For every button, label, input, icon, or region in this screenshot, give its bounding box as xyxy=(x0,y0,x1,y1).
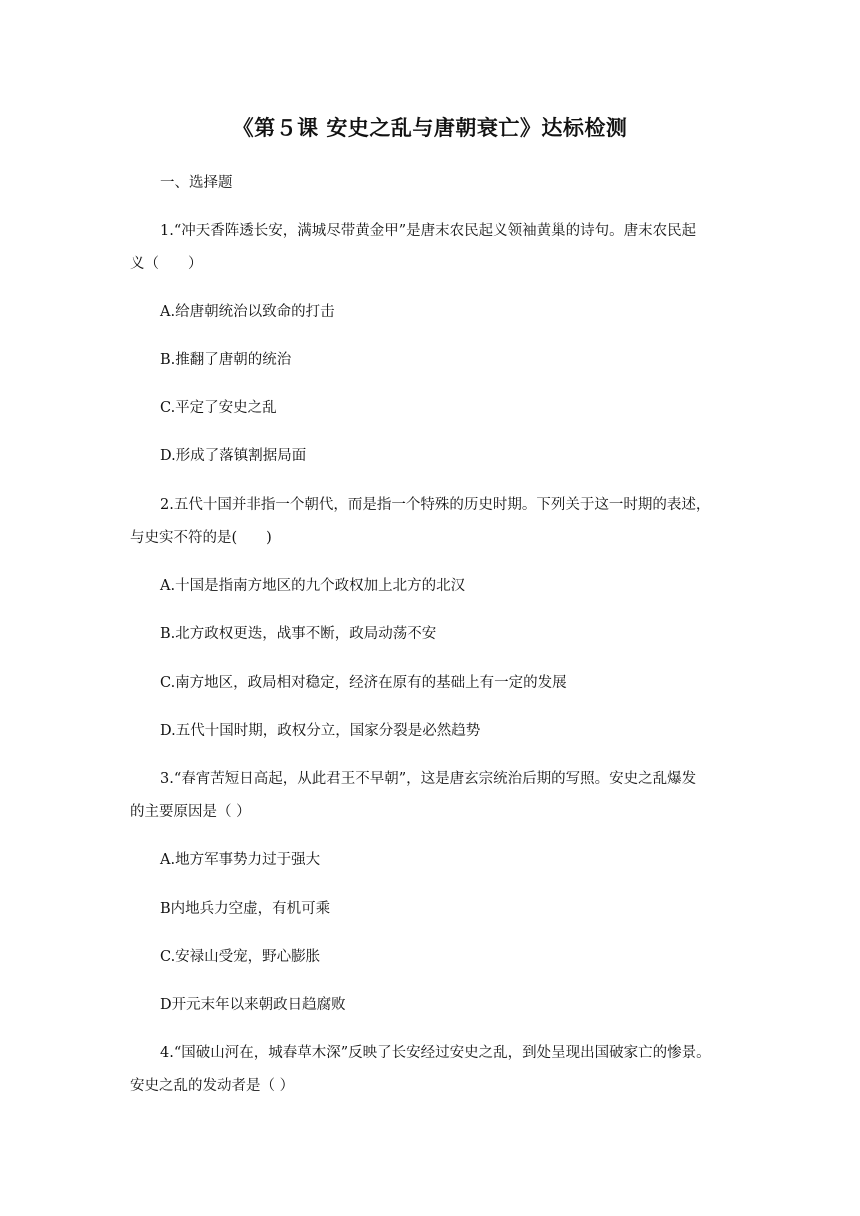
question-3-option-b: B内地兵力空虚，有机可乘 xyxy=(160,901,331,917)
question-3-option-d: D开元末年以来朝政日趋腐败 xyxy=(160,997,346,1013)
question-2-option-d: D.五代十国时期，政权分立，国家分裂是必然趋势 xyxy=(160,723,481,739)
question-2-stem-line-1: 2.五代十国并非指一个朝代，而是指一个特殊的历史时期。下列关于这一时期的表述， xyxy=(160,497,711,513)
question-2-stem-line-2: 与史实不符的是( ) xyxy=(130,530,272,546)
question-1-option-d: D.形成了落镇割据局面 xyxy=(160,448,307,464)
question-3-option-c: C.安禄山受宠，野心膨胀 xyxy=(160,949,321,965)
question-3-stem-line-1: 3.“春宵苦短日高起，从此君王不早朝”，这是唐玄宗统治后期的写照。安史之乱爆发 xyxy=(160,771,697,787)
question-1-stem-line-1: 1.“冲天香阵透长安，满城尽带黄金甲”是唐末农民起义领袖黄巢的诗句。唐末农民起 xyxy=(160,223,697,239)
question-1-option-b: B.推翻了唐朝的统治 xyxy=(160,352,292,368)
question-2-option-c: C.南方地区，政局相对稳定，经济在原有的基础上有一定的发展 xyxy=(160,675,567,691)
page-title: 《第５课 安史之乱与唐朝衰亡》达标检测 xyxy=(232,116,628,140)
question-2-option-a: A.十国是指南方地区的九个政权加上北方的北汉 xyxy=(160,578,466,594)
question-1-stem-line-2: 义（ ） xyxy=(130,256,203,272)
question-3-stem-line-2: 的主要原因是（ ） xyxy=(130,804,251,820)
question-3-option-a: A.地方军事势力过于强大 xyxy=(160,852,321,868)
question-2-option-b: B.北方政权更迭，战事不断，政局动荡不安 xyxy=(160,626,437,642)
section-heading: 一、选择题 xyxy=(160,175,233,191)
question-1-option-c: C.平定了安史之乱 xyxy=(160,400,277,416)
question-4-stem-line-2: 安史之乱的发动者是（ ） xyxy=(130,1078,295,1094)
question-1-option-a: A.给唐朝统治以致命的打击 xyxy=(160,304,335,320)
question-4-stem-line-1: 4.“国破山河在，城春草木深”反映了长安经过安史之乱，到处呈现出国破家亡的惨景。 xyxy=(160,1045,711,1061)
